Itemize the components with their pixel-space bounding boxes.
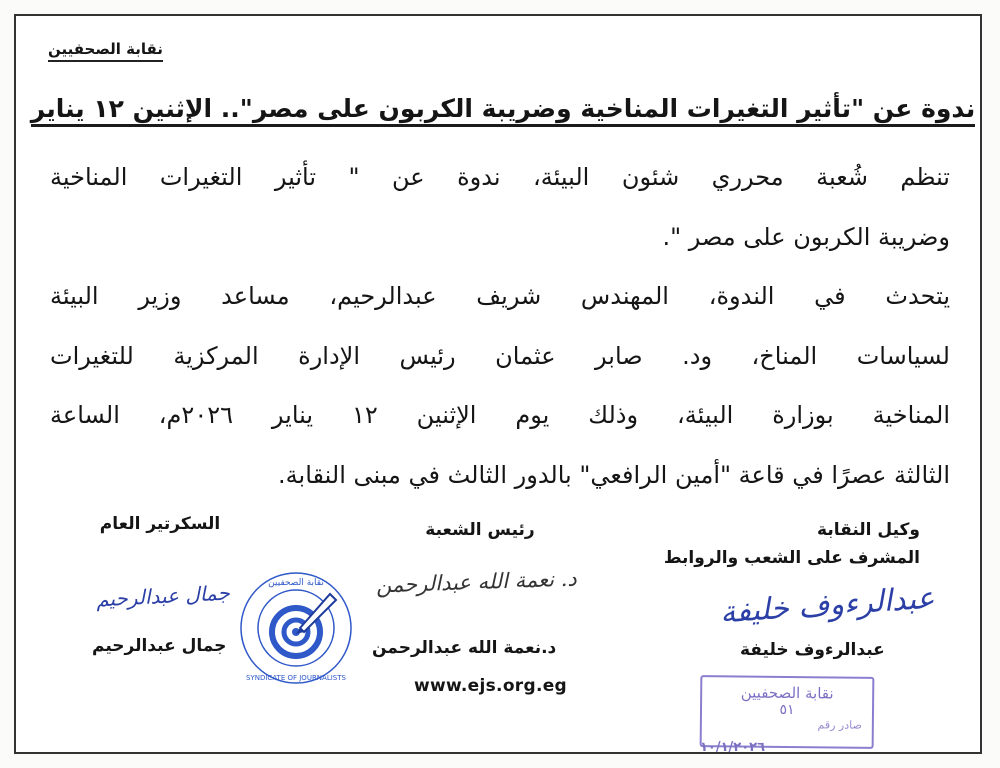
body-line-2: وضريبة الكربون على مصر ".: [662, 222, 950, 251]
stamp-org: نقابة الصحفيين: [740, 683, 834, 703]
stamp-date: ١٠/١/٢٠٢٦: [700, 740, 766, 755]
logo-english-ring: SYNDICATE OF JOURNALISTS: [246, 674, 346, 682]
signatory-right-title: وكيل النقابة: [817, 520, 920, 540]
announcement-title: [28, 94, 978, 126]
signatory-middle: [400, 520, 560, 540]
signatory-middle-name: د.نعمة الله عبدالرحمن: [372, 638, 557, 658]
signatory-left-name: جمال عبدالرحيم: [92, 636, 227, 656]
signatory-right-subtitle: المشرف على الشعب والروابط: [663, 548, 920, 568]
signature-right-handwritten: عبدالرءوف خليفة: [719, 580, 936, 631]
body-line-4: لسياسات المناخ، ود. صابر عثمان رئيس الإدارة المركزية للتغيرات: [50, 341, 950, 370]
signatory-right: [650, 520, 920, 568]
signatory-right-name: عبدالرءوف خليفة: [740, 640, 885, 660]
website-url: www.ejs.org.eg: [414, 676, 568, 696]
syndicate-logo: [238, 570, 354, 686]
body-line-3: يتحدث في الندوة، المهندس شريف عبدالرحيم، مساعد وزير البيئة: [50, 282, 950, 310]
logo-arabic-ring: نقابة الصحفيين: [268, 578, 324, 588]
signature-middle-handwritten: د. نعمة الله عبدالرحمن: [375, 566, 578, 598]
stamp-number: ٥١: [779, 701, 795, 719]
signatory-left-title: السكرتير العام: [99, 514, 221, 534]
signature-left-handwritten: جمال عبدالرحيم: [95, 580, 231, 612]
registry-stamp: [700, 675, 875, 749]
signatory-left: [90, 514, 230, 534]
body-line-1: تنظم شُعبة محرري شئون البيئة، ندوة عن " تأثير التغيرات المناخية: [50, 163, 950, 191]
org-name-header: نقابة الصحفيين: [48, 40, 163, 62]
announcement-body: [50, 148, 950, 505]
signatory-middle-title: رئيس الشعبة: [425, 520, 535, 540]
body-line-5: المناخية بوزارة البيئة، وذلك يوم الإثنين ١٢ يناير ٢٠٢٦م، الساعة: [50, 401, 950, 429]
stamp-label: صادر رقم: [817, 718, 862, 732]
body-line-6: الثالثة عصرًا في قاعة "أمين الرافعي" بالدور الثالث في مبنى النقابة.: [278, 460, 950, 489]
title-text: ندوة عن "تأثير التغيرات المناخية وضريبة الكربون على مصر".. الإثنين ١٢ يناير: [31, 94, 975, 127]
